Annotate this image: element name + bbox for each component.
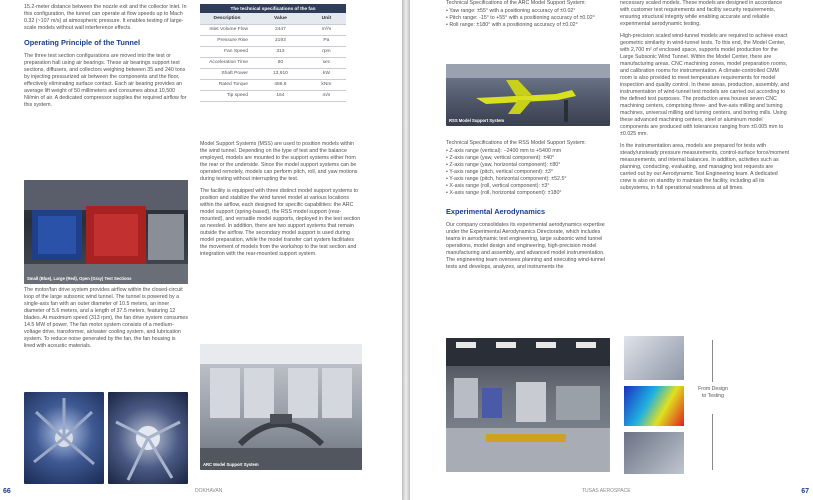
test-sections-photo [24,180,188,284]
section-heading-experimental-aerodynamics: Experimental Aerodynamics [446,207,546,216]
model-center-text: High-precision scaled wind-tunnel models are required to achieve exact geometric similarity in wind-tunnel tests. To this end, the Model Center, with 2,700 m² of enclosed space, supports model production for the Large Subsonic Wind Tunnel. Within the Model Center, there are manufacturing areas, CNC machining zones, model preparation rooms, and calibration rooms for instrumentation. A climate-controlled CMM room is also provided to meet temperature requirements for model inspection and quality control. In these areas, production, assembly, and instrumentation of wind-tunnel test models are carried out according to the defined test purposes. The production area houses seven CNC machining centers, comprising three- and five-axis milling and turning machines, universal milling and turning centers, and boring mills. Using these advanced machining centers, steel or aluminum model components are produced with tolerances ranging from ±0.005 mm to ±0.025 mm. [620,33,790,137]
table-row [200,46,346,57]
list-item: • Pitch range: -15° to +55° with a positioning accuracy of ±0.02° [446,15,610,22]
arc-model-support-photo [200,344,362,470]
list-item: • X-axis range (roll, vertical component): ±3° [446,183,610,190]
arc-support-caption: ARC Model Support System [203,462,259,467]
fan-blades-illustration [24,392,104,484]
aircraft-model-illustration [446,64,610,126]
table-cell: m³/s [307,24,346,35]
table-row [200,68,346,79]
table-cell: Pressure Rise [200,35,254,46]
table-row [200,90,346,101]
design-thumb [624,336,684,380]
table-cell: 313 [254,46,307,57]
fan-drive-text: The motor/fan drive system provides airflow within the closed-circuit loop of the large subsonic wind tunnel. The tunnel is powered by a single-axis fan with an outer diameter of 10.5 meters, an inner diameter of 5.6 meters, and a length of 37.5 meters, featuring 12 blades. At maximum speed (313 rpm), the fan drive system consumes 14.5 MW of power. The fan motor system consists of a medium-voltage drive, transformer, air/water cooling system, and lubrication system. To reduce noise generated by the fan, the fan housing is lined with acoustic materials. [24,287,188,349]
models-design-text: necessary scaled models. These models are designed in accordance with customer test requirements and facility security requirements, ensuring structural integrity while enabling accurate and reliable experimental aerodynamic testing. [620,0,783,27]
fan-spec-table [200,4,346,102]
test-sections-illustration [24,180,188,284]
table-cell: Shaft Power [200,68,254,79]
right-column-1 [446,0,610,29]
book-gutter [402,0,410,500]
rss-specs-list [446,148,610,197]
experimental-aero-text: Our company consolidates its experimental aerodynamics expertise under the Experimental Aerodynamics Directorate, which includes teams in aerodynamic test engineering, large subsonic wind tunnel operations, model design and engineering, high-precision model manufacturing and assembly, and advanced model instrumentation. The engineering team oversees planning and executing wind-tunnel tests and develops, analyzes, and instruments the [446,222,606,270]
list-item: • X-axis range (roll, horizontal component): ±180° [446,190,610,197]
arrow-line-bottom [712,414,713,470]
table-cell: kNm [307,79,346,90]
table-cell: Acceleration Time [200,57,254,68]
page-number-right: 67 [801,488,809,495]
arrow-line-top [712,340,713,382]
table-cell: kW [307,68,346,79]
table-cell: 2193 [254,35,307,46]
right-column-2 [620,0,790,197]
table-cell: Fan Speed [200,46,254,57]
left-column-1b [24,287,188,355]
list-item: • Roll range: ±180° with a positioning accuracy of ±0.02° [446,22,610,29]
flow-thumbnails [624,336,684,474]
workshop-illustration [446,338,610,472]
table-cell: Inlet Volume Flow [200,24,254,35]
mss-intro-text: Model Support Systems (MSS) are used to position models within the wind tunnel. Depending on the type of test and the balance employed, models are mounted to the support systems either from the rear or the underside. Since the model support systems can be operated remotely, models can perform pitch, roll, and yaw motions during testing without interrupting the test. [200,141,358,182]
section-heading-operating-principle: Operating Principle of the Tunnel [24,38,141,47]
right-page [410,0,813,500]
table-cell: 60 [254,57,307,68]
fan-table-title: The technical specifications of the fan [200,4,346,13]
list-item: • Yaw range: ±55° with a positioning accuracy of ±0.02° [446,8,610,15]
cfd-pressure-map-thumb [624,386,684,426]
table-cell: 164 [254,90,307,101]
table-cell: Rated Torque [200,79,254,90]
table-row [200,79,346,90]
table-row [200,35,346,46]
air-bearings-text: The three test section configurations are moved into the test or preparation hall using air bearings. These air bearings support test sections, diffusers, and collectors weighing between 35 and 240 tons by injecting pressurized air between the components and the floor, effectively eliminating surface contact. Each air bearing provides an average lift weight of 50 millimeters and consumes about 10,500 Nl/min of air. A dedicated compressor supplies the required airflow for this system. [24,53,187,108]
table-row [200,57,346,68]
table-cell: Tip speed [200,90,254,101]
list-item: • Z-axis range (yaw, horizontal component): ±80° [446,162,610,169]
fan-table-header-value: Value [254,13,307,24]
intro-text: 15.2-meter distance between the nozzle exit and the collector inlet. In this configuration, the tunnel can operate at flow speeds up to Mach 0.32 (~107 m/s) at atmospheric pressure. It enables testing of large-scale models without wall interference effects. [24,4,187,31]
rss-model-support-photo [446,64,610,126]
folio-right: TUSAS AEROSPACE [582,488,631,494]
table-cell: 13,910 [254,68,307,79]
list-item: • Y-axis range (pitch, vertical component): ±3° [446,169,610,176]
table-cell: rpm [307,46,346,57]
design-to-testing-diagram [624,336,730,476]
fan-photo-2 [108,392,188,484]
table-cell: 2447 [254,24,307,35]
arc-support-illustration [200,344,362,470]
list-item: • Z-axis range (yaw, vertical component): ±40° [446,155,610,162]
table-row [200,24,346,35]
fan-hub-illustration [108,392,188,484]
test-sections-caption: Small (Blue), Large (Red), Open (Gray) Test Sections [27,276,132,281]
instrumentation-text: In the instrumentation area, models are prepared for tests with steady/unsteady pressure measurements, control-surface force/moment measurements, and internal balances. In addition, activities such as planning, conducting, evaluating, and managing test requests are carried out by our Aerodynamic Test Engineering team. A dedicated crew is also on standby to maintain the facility, including all its subsystems, in full operational readiness at all times. [620,143,789,191]
arc-specs-list [446,8,610,29]
page-number-left: 66 [3,488,11,495]
list-item: • Z-axis range (vertical): −2400 mm to +5400 mm [446,148,610,155]
table-cell: sec [307,57,346,68]
left-column-2 [200,141,362,263]
mss-systems-text: The facility is equipped with three distinct model support systems to position and stabilize the wind tunnel model at various locations within the airflow, each designed for specific capabilities: the ARC model support (spring-based), the RSS model support (rear-mounted), and versatile model supports, deployed in the test section as needed. In addition, there are two support systems that remain outside the airflow. The secondary model support is used during model preparation, while the model transfer cart system facilitates the movement of models from the workshop to the test section and integration with the rear-mounted support system. [200,188,361,257]
rss-support-caption: RSS Model Support System [449,118,505,123]
table-cell: Pa [307,35,346,46]
table-cell: 486.6 [254,79,307,90]
left-page [0,0,402,500]
fan-photo-1 [24,392,104,484]
left-column-1 [24,4,188,114]
folio-left: DOKHAVAN [195,488,223,494]
fan-table-header-description: Description [200,13,254,24]
arc-specs-title: Technical Specifications of the ARC Model Support System: [446,0,586,6]
table-cell: m/s [307,90,346,101]
fan-table-header-unit: Unit [307,13,346,24]
model-center-photo [446,338,610,472]
rss-specs-title: Technical Specifications of the RSS Model Support System: [446,140,586,146]
diagram-label: From Design to Testing [698,386,728,399]
list-item: • Y-axis range (pitch, horizontal component): ±52.5° [446,176,610,183]
right-column-1b [446,140,610,276]
test-model-thumb [624,432,684,474]
